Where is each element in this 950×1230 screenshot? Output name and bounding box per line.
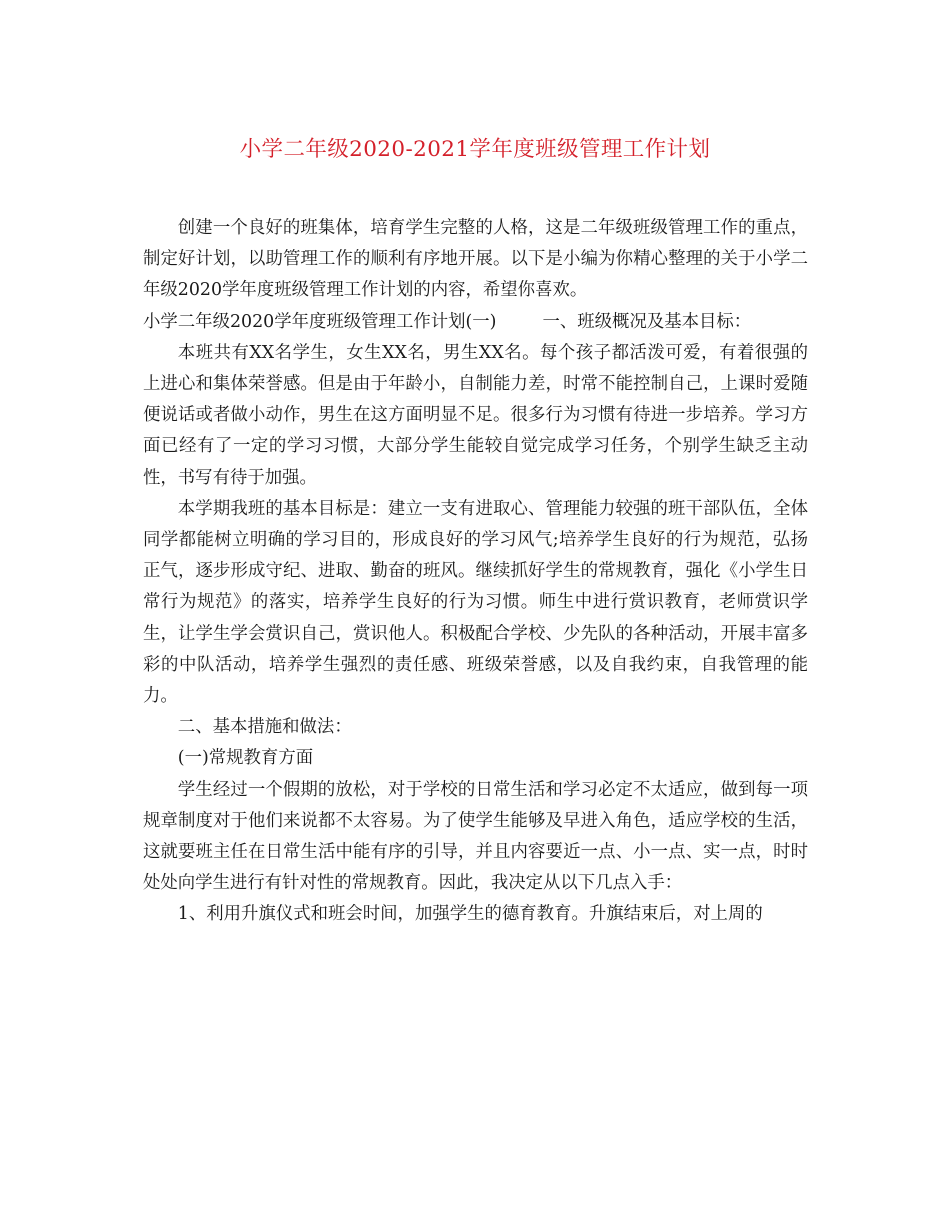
document-body bbox=[143, 213, 808, 931]
subsection1-heading: (一)常规教育方面 bbox=[177, 748, 314, 769]
intro-paragraph: 创建一个良好的班集体，培育学生完整的人格，这是二年级班级管理工作的重点，制定好计划，以助管理工作的顺利有序地开展。以下是小编为你精心整理的关于小学二年级2020学年度班级管理工作计划的内容，希望你喜欢。 bbox=[143, 218, 808, 301]
plan-heading-row bbox=[143, 307, 808, 338]
section2-heading: 二、基本措施和做法： bbox=[177, 717, 352, 738]
document-title: 小学二年级2020-2021学年度班级管理工作计划 bbox=[239, 137, 711, 162]
point1-paragraph: 1、利用升旗仪式和班会时间，加强学生的德育教育。升旗结束后，对上周的 bbox=[177, 904, 763, 925]
class-overview-paragraph: 本班共有XX名学生，女生XX名，男生XX名。每个孩子都活泼可爱，有着很强的上进心和集体荣誉感。但是由于年龄小，自制能力差，时常不能控制自己，上课时爱随便说话或者做小动作，男生在这方面明显不足。很多行为习惯有待进一步培养。学习方面已经有了一定的学习习惯，大部分学生能较自觉完成学习任务，个别学生缺乏主动性，书写有待于加强。 bbox=[143, 342, 808, 488]
routine-education-paragraph: 学生经过一个假期的放松，对于学校的日常生活和学习必定不太适应，做到每一项规章制度对于他们来说都不太容易。为了使学生能够及早进入角色，适应学校的生活，这就要班主任在日常生活中能有序的引导，并且内容要近一点、小一点、实一点，时时处处向学生进行有针对性的常规教育。因此，我决定从以下几点入手： bbox=[143, 779, 808, 894]
section1-heading: 一、班级概况及基本目标： bbox=[542, 311, 752, 332]
plan-heading: 小学二年级2020学年度班级管理工作计划(一) bbox=[143, 311, 497, 332]
basic-goals-paragraph: 本学期我班的基本目标是：建立一支有进取心、管理能力较强的班干部队伍，全体同学都能树立明确的学习目的，形成良好的学习风气;培养学生良好的行为规范，弘扬正气，逐步形成守纪、进取、勤奋的班风。继续抓好学生的常规教育，强化《小学生日常行为规范》的落实，培养学生良好的行为习惯。师生中进行赏识教育，老师赏识学生，让学生学会赏识自己，赏识他人。积极配合学校、少先队的各种活动，开展丰富多彩的中队活动，培养学生强烈的责任感、班级荣誉感，以及自我约束，自我管理的能力。 bbox=[143, 498, 808, 707]
